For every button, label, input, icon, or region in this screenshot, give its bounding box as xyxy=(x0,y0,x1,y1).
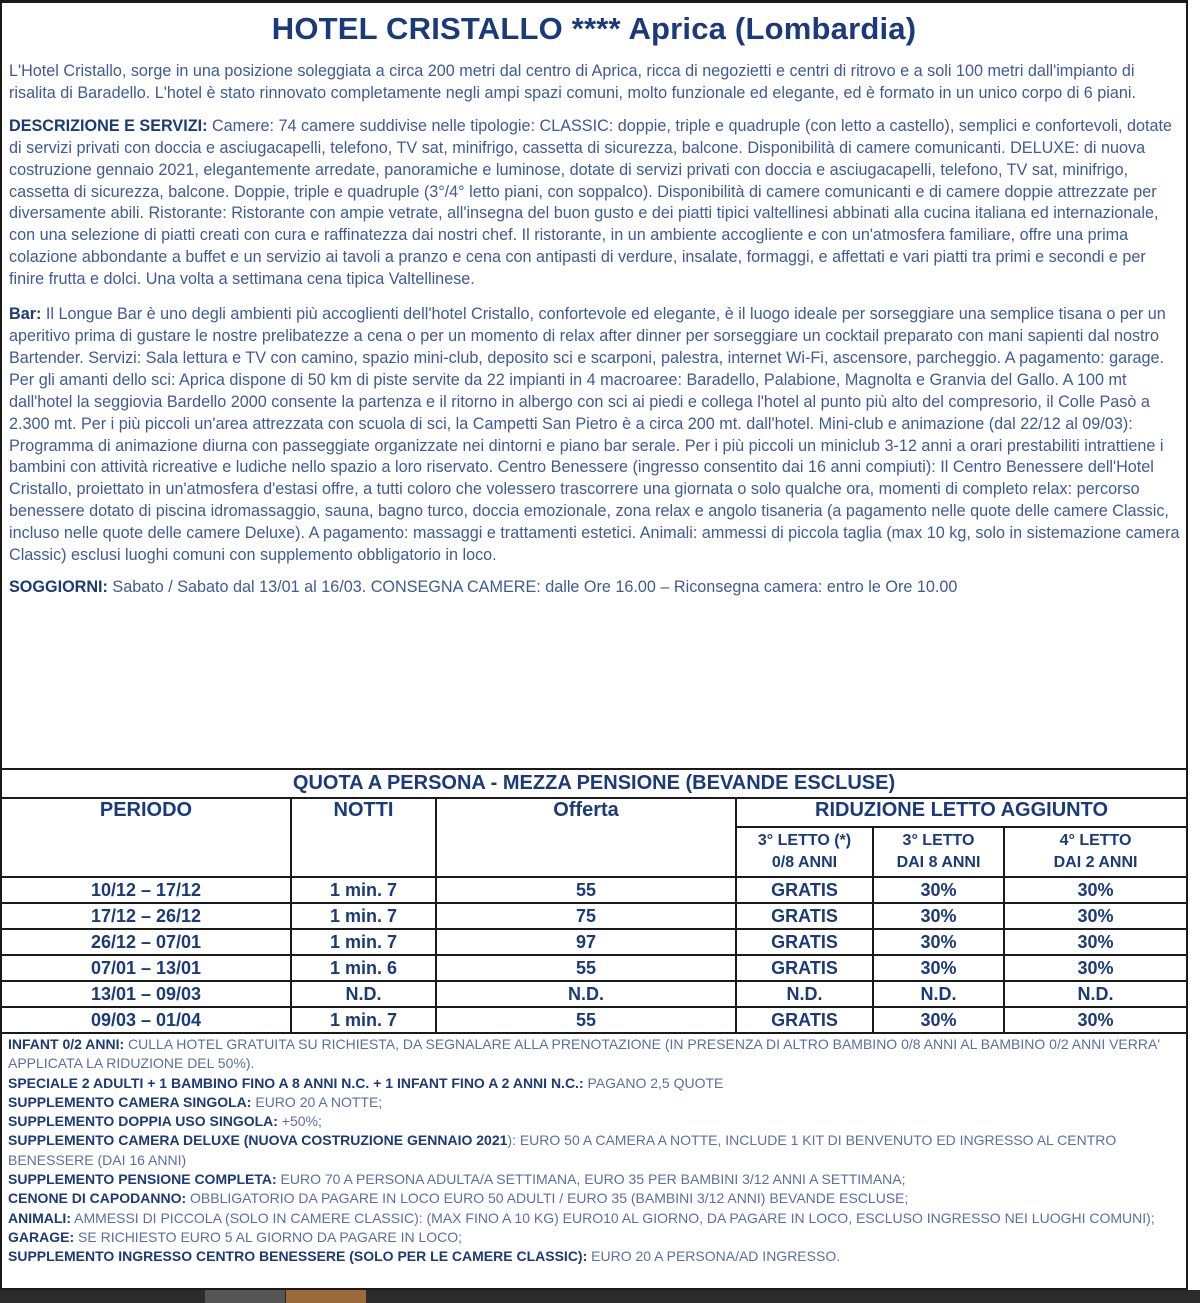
cell-offerta: 55 xyxy=(436,877,736,903)
header-third-bed-child xyxy=(736,827,873,877)
note-text: CULLA HOTEL GRATUITA SU RICHIESTA, DA SEGNALARE ALLA PRENOTAZIONE (IN PRESENZA DI ALTRO BAMBINO 0/8 ANNI AL BAMBINO 0/2 ANNI VERRA' APPLICATA LA RIDUZIONE DEL 50%). xyxy=(8,1036,1160,1072)
header-line: 3° LETTO (*) xyxy=(757,832,852,849)
notes-section xyxy=(0,1035,1186,1267)
header-notti: NOTTI xyxy=(291,798,436,877)
note-label: SUPPLEMENTO INGRESSO CENTRO BENESSERE (SOLO PER LE CAMERE CLASSIC): xyxy=(8,1248,588,1265)
cell-r1: GRATIS xyxy=(736,877,873,903)
viewer-bottom-bar xyxy=(0,1290,1200,1303)
header-line: 3° LETTO xyxy=(902,832,975,849)
note-label: ANIMALI: xyxy=(8,1209,71,1226)
cell-r3: 30% xyxy=(1004,955,1187,981)
table-row xyxy=(1,877,1187,903)
note-label: SUPPLEMENTO CAMERA DELUXE (NUOVA COSTRUZIONE GENNAIO 2021 xyxy=(8,1132,508,1149)
cell-r2: 30% xyxy=(873,929,1004,955)
note-text: EURO 20 A PERSONA/AD INGRESSO. xyxy=(587,1248,841,1265)
bar-label: Bar: xyxy=(9,305,42,324)
cell-periodo: 13/01 – 09/03 xyxy=(1,981,291,1007)
note-label: SPECIALE 2 ADULTI + 1 BAMBINO FINO A 8 ANNI N.C. + 1 INFANT FINO A 2 ANNI N.C.: xyxy=(8,1074,584,1091)
cell-r2: 30% xyxy=(873,877,1004,903)
note-item xyxy=(8,1189,1178,1208)
header-periodo: PERIODO xyxy=(1,798,291,877)
note-item xyxy=(8,1112,1178,1131)
page-title: HOTEL CRISTALLO **** Aprica (Lombardia) xyxy=(271,11,917,46)
table-row xyxy=(1,1007,1187,1033)
description-paragraph xyxy=(9,116,1180,291)
cell-periodo: 07/01 – 13/01 xyxy=(1,955,291,981)
note-text: PAGANO 2,5 QUOTE xyxy=(583,1074,724,1091)
note-item xyxy=(8,1247,1178,1266)
cell-r1: GRATIS xyxy=(736,955,873,981)
rates-table xyxy=(0,768,1188,1034)
table-row xyxy=(1,903,1187,929)
cell-r1: GRATIS xyxy=(736,1007,873,1033)
header-line: 0/8 ANNI xyxy=(771,854,838,871)
cell-offerta: 75 xyxy=(436,903,736,929)
note-label: SUPPLEMENTO DOPPIA USO SINGOLA: xyxy=(8,1113,278,1130)
description-text: Camere: 74 camere suddivise nelle tipologie: CLASSIC: doppie, triple e quadruple (con letto a castello), semplici e confortevoli, dotate di servizi privati con doccia e asciugacapelli, telefono, TV sat, minifrigo, cassetta di sicurezza, balcone. Disponibilità di camere comunicanti. DELUXE: di nuova costruzione gennaio 2021, elegantemente arredate, panoramiche e luminose, dotate di servizi privati con doccia e asciugacapelli, telefono, TV sat, minifrigo, cassetta di sicurezza, balcone. Doppie, triple e quadruple (3°/4° letto piani, con soppalco). Disponibilità di camere comunicanti e di camere doppie attrezzate per diversamente abili. Ristorante: Ristorante con ampie vetrate, all'insegna del buon gusto e dei piatti tipici valtellinesi abbinati alla cucina italiana ed internazionale, con una selezione di piatti creati con cura e raffinatezza dai nostri chef. Il ristorante, in un ambiente accogliente e con un'atmosfera familiare, offre una prima colazione abbondante a buffet e un servizio ai tavoli a pranzo e cena con antipasti di verdure, insalate, formaggi, e affettati e vari piatti tra primi e secondi e per finire frutta e dolci. Una volta a settimana cena tipica Valtellinese. xyxy=(9,116,1173,289)
note-item xyxy=(8,1035,1178,1074)
cell-offerta: 55 xyxy=(436,1007,736,1033)
cell-r3: 30% xyxy=(1004,929,1187,955)
note-item xyxy=(8,1074,1178,1093)
header-line: 4° LETTO xyxy=(1059,832,1132,849)
cell-r3: 30% xyxy=(1004,877,1187,903)
cell-periodo: 17/12 – 26/12 xyxy=(1,903,291,929)
table-row xyxy=(1,955,1187,981)
cell-offerta: N.D. xyxy=(436,981,736,1007)
table-caption: QUOTA A PERSONA - MEZZA PENSIONE (BEVANDE ESCLUSE) xyxy=(1,769,1187,798)
cell-r2: 30% xyxy=(873,1007,1004,1033)
note-text: EURO 20 A NOTTE; xyxy=(251,1093,383,1110)
description-label: DESCRIZIONE E SERVIZI: xyxy=(9,116,208,135)
cell-r1: GRATIS xyxy=(736,929,873,955)
note-text: +50%; xyxy=(277,1113,322,1130)
note-label: SUPPLEMENTO PENSIONE COMPLETA: xyxy=(8,1171,277,1188)
cell-r2: N.D. xyxy=(873,981,1004,1007)
cell-r3: 30% xyxy=(1004,903,1187,929)
note-label: CENONE DI CAPODANNO: xyxy=(8,1190,187,1207)
cell-notti: 1 min. 7 xyxy=(291,1007,436,1033)
table-row xyxy=(1,929,1187,955)
note-item xyxy=(8,1170,1178,1189)
note-text: EURO 70 A PERSONA ADULTA/A SETTIMANA, EURO 35 PER BAMBINI 3/12 ANNI A SETTIMANA; xyxy=(276,1171,906,1188)
note-text: OBBLIGATORIO DA PAGARE IN LOCO EURO 50 ADULTI / EURO 35 (BAMBINI 3/12 ANNI) BEVANDE ESCLUSE; xyxy=(186,1190,909,1207)
header-line: DAI 8 ANNI xyxy=(896,854,981,871)
cell-notti: 1 min. 7 xyxy=(291,877,436,903)
note-label: INFANT 0/2 ANNI: xyxy=(8,1036,125,1052)
stays-label: SOGGIORNI: xyxy=(9,577,108,596)
note-text: SE RICHIESTO EURO 5 AL GIORNO DA PAGARE IN LOCO; xyxy=(74,1228,463,1245)
cell-notti: 1 min. 7 xyxy=(291,929,436,955)
stays-paragraph xyxy=(9,577,1180,599)
cell-offerta: 97 xyxy=(436,929,736,955)
stays-text: Sabato / Sabato dal 13/01 al 16/03. CONSEGNA CAMERE: dalle Ore 16.00 – Riconsegna camera: entro le Ore 10.00 xyxy=(107,577,958,596)
note-label: GARAGE: xyxy=(8,1228,75,1245)
header-fourth-bed xyxy=(1004,827,1187,877)
viewer-bar-segment xyxy=(205,1290,285,1303)
cell-r1: GRATIS xyxy=(736,903,873,929)
cell-periodo: 10/12 – 17/12 xyxy=(1,877,291,903)
cell-notti: 1 min. 6 xyxy=(291,955,436,981)
header-line: DAI 2 ANNI xyxy=(1053,854,1138,871)
cell-r3: 30% xyxy=(1004,1007,1187,1033)
table-row xyxy=(1,981,1187,1007)
intro-paragraph: L'Hotel Cristallo, sorge in una posizione soleggiata a circa 200 metri dal centro di Aprica, ricca di negozietti e centri di ritrovo e a soli 100 metri dall'impianto di risalita di Baradello. L'hotel è stato rinnovato completamente negli ampi spazi comuni, molto funzionale ed elegante, ed è formato in un unico corpo di 6 piani. xyxy=(9,62,1136,102)
cell-r2: 30% xyxy=(873,903,1004,929)
note-label: SUPPLEMENTO CAMERA SINGOLA: xyxy=(8,1093,252,1110)
bar-paragraph xyxy=(9,304,1180,567)
note-item xyxy=(8,1209,1178,1228)
header-riduzione: RIDUZIONE LETTO AGGIUNTO xyxy=(736,798,1187,827)
bar-text: Il Longue Bar è uno degli ambienti più accoglienti dell'hotel Cristallo, confortevole ed elegante, è il luogo ideale per sorseggiare una semplice tisana o per un aperitivo prima di gustare le nostre prelibatezze a cena o per un momento di relax after dinner per sorseggiare un cocktail preparato con mani sapienti dal nostro Bartender. Servizi: Sala lettura e TV con camino, spazio mini-club, deposito sci e scarponi, palestra, internet Wi-Fi, ascensore, parcheggio. A pagamento: garage. Per gli amanti dello sci: Aprica dispone di 50 km di piste servite da 22 impianti in 4 macroaree: Baradello, Palabione, Magnolta e Granvia del Gallo. A 100 mt dall'hotel la seggiovia Bardello 2000 consente la partenza e il ritorno in albergo con sci ai piedi e collega l'hotel al punto più alto del compresorio, il Colle Pasò a 2.300 mt. Per i più piccoli un'area attrezzata con scuola di sci, la Campetti San Pietro è a circa 200 mt. dall'hotel. Mini-club e animazione (dal 22/12 al 09/03): Programma di animazione diurna con passeggiate organizzate nei dintorni e piano bar serale. Per i più piccoli un miniclub 3-12 anni a orari prestabiliti intrattiene i bambini con attività ricreative e ludiche nello spazio a loro riservato. Centro Benessere (ingresso consentito dai 16 anni compiuti): Il Centro Benessere dell'Hotel Cristallo, proiettato in un'atmosfera d'estasi offre, a tutti coloro che volessero trascorrere una giornata o solo qualche ora, momenti di completo relax: percorso benessere dotato di piscina idromassaggio, sauna, bagno turco, doccia emozionale, zona relax e angolo tisaneria (a pagamento nelle quote delle camere Classic, incluso nelle quote delle camere Deluxe). A pagamento: massaggi e trattamenti estetici. Animali: ammessi di piccola taglia (max 10 kg, solo in sistemazione camera Classic) esclusi luoghi comuni con supplemento obbligatorio in loco. xyxy=(9,305,1180,565)
cell-notti: 1 min. 7 xyxy=(291,903,436,929)
note-item xyxy=(8,1131,1178,1170)
header-offerta: Offerta xyxy=(436,798,736,877)
cell-periodo: 09/03 – 01/04 xyxy=(1,1007,291,1033)
note-item xyxy=(8,1093,1178,1112)
cell-offerta: 55 xyxy=(436,955,736,981)
cell-periodo: 26/12 – 07/01 xyxy=(1,929,291,955)
note-text: ): EURO 50 A CAMERA A NOTTE, INCLUDE 1 KIT DI BENVENUTO ED INGRESSO AL CENTRO BENESSERE (DAI 16 ANNI) xyxy=(8,1132,1117,1168)
note-text: AMMESSI DI PICCOLA (SOLO IN CAMERE CLASSIC): (MAX FINO A 10 KG) EURO10 AL GIORNO, DA PAGARE IN LOCO, ESCLUSO INGRESSO NEI LUOGHI COMUNI); xyxy=(71,1209,1155,1226)
cell-r1: N.D. xyxy=(736,981,873,1007)
header-third-bed-8plus xyxy=(873,827,1004,877)
note-item xyxy=(8,1228,1178,1247)
cell-r2: 30% xyxy=(873,955,1004,981)
cell-notti: N.D. xyxy=(291,981,436,1007)
cell-r3: N.D. xyxy=(1004,981,1187,1007)
viewer-bar-segment xyxy=(286,1290,366,1303)
